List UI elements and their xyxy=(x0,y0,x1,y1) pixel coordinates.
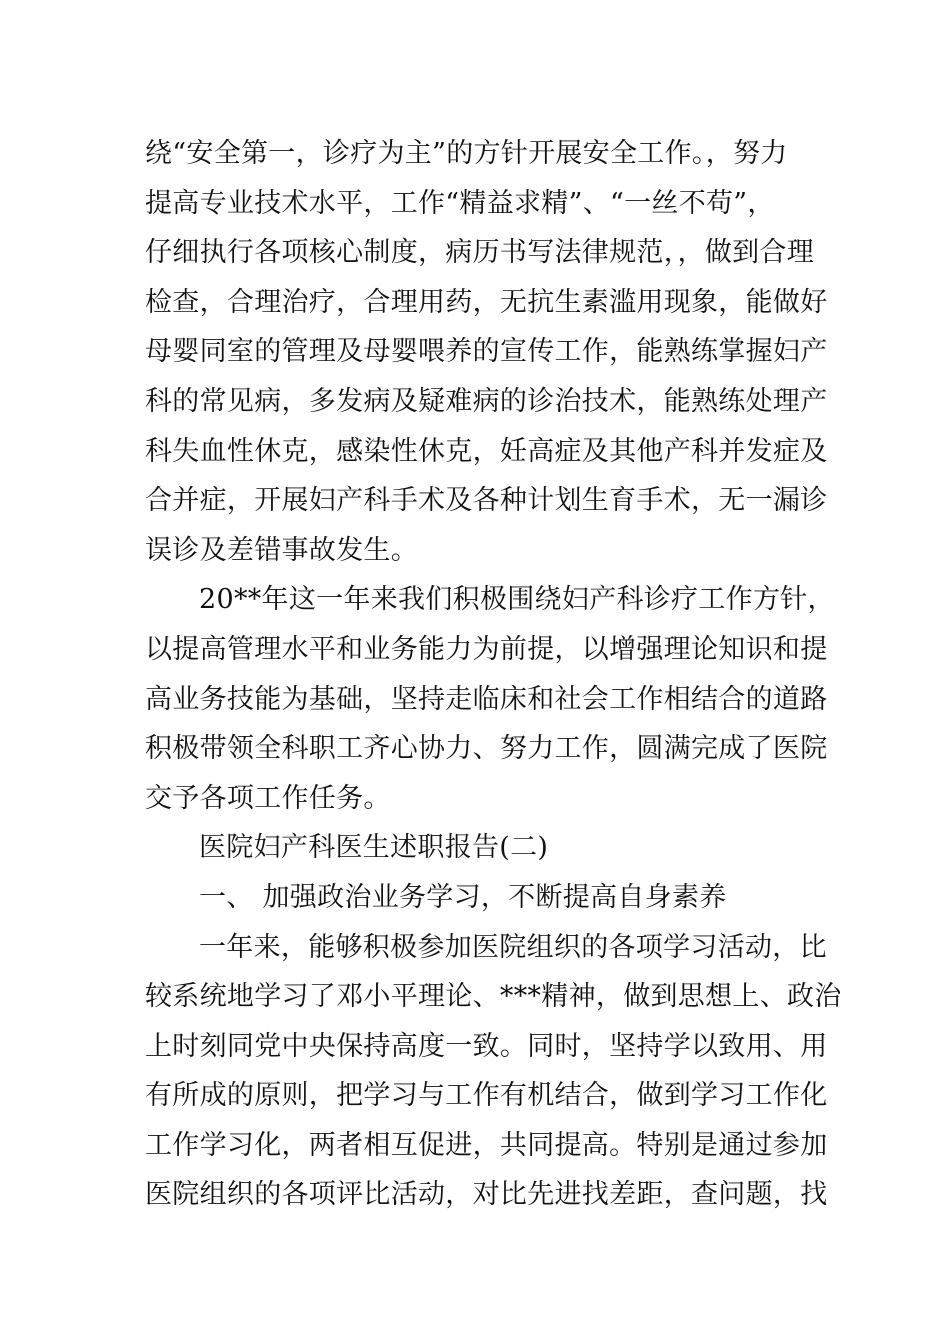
text-line: 高业务技能为基础，坚持走临床和社会工作相结合的道路 xyxy=(145,683,828,715)
text-line: 科的常见病，多发病及疑难病的诊治技术，能熟练处理产 xyxy=(145,385,828,417)
text-line: 误诊及差错事故发生。 xyxy=(145,534,418,566)
text-line: 仔细执行各项核心制度，病历书写法律规范，，做到合理 xyxy=(145,237,814,269)
text-line: 检查，合理治疗，合理用药，无抗生素滥用现象，能做好 xyxy=(145,286,828,318)
section-heading: 一、 加强政治业务学习，不断提高自身素养 xyxy=(199,881,727,913)
text-line: 医院组织的各项评比活动，对比先进找差距，查问题，找 xyxy=(145,1179,828,1211)
text-line: 母婴同室的管理及母婴喂养的宣传工作，能熟练掌握妇产 xyxy=(145,336,828,368)
text-line: 绕“安全第一，诊疗为主”的方针开展安全工作。，努力 xyxy=(145,138,788,169)
text-line: 工作学习化，两者相互促进，共同提高。特别是通过参加 xyxy=(145,1129,828,1161)
paragraph-start-line: 20**年这一年来我们积极围绕妇产科诊疗工作方针， xyxy=(199,584,835,616)
text-line: 上时刻同党中央保持高度一致。同时，坚持学以致用、用 xyxy=(145,1030,828,1062)
text-line: 合并症，开展妇产科手术及各种计划生育手术，无一漏诊 xyxy=(145,485,828,517)
text-line: 以提高管理水平和业务能力为前提，以增强理论知识和提 xyxy=(145,633,828,665)
text-line: 科失血性休克，感染性休克，妊高症及其他产科并发症及 xyxy=(145,435,828,467)
report-title: 医院妇产科医生述职报告(二) xyxy=(199,832,549,864)
paragraph-start-line: 一年来，能够积极参加医院组织的各项学习活动，比 xyxy=(199,931,827,963)
text-line: 有所成的原则，把学习与工作有机结合，做到学习工作化 xyxy=(145,1080,828,1112)
text-line: 较系统地学习了邓小平理论、***精神，做到思想上、政治 xyxy=(145,981,842,1013)
text-line: 提高专业技术水平，工作“精益求精”、“一丝不苟”， xyxy=(145,187,775,219)
document-body xyxy=(145,129,842,1220)
text-line: 交予各项工作任务。 xyxy=(145,782,391,814)
text-line: 积极带领全科职工齐心协力、努力工作，圆满完成了医院 xyxy=(145,733,828,765)
